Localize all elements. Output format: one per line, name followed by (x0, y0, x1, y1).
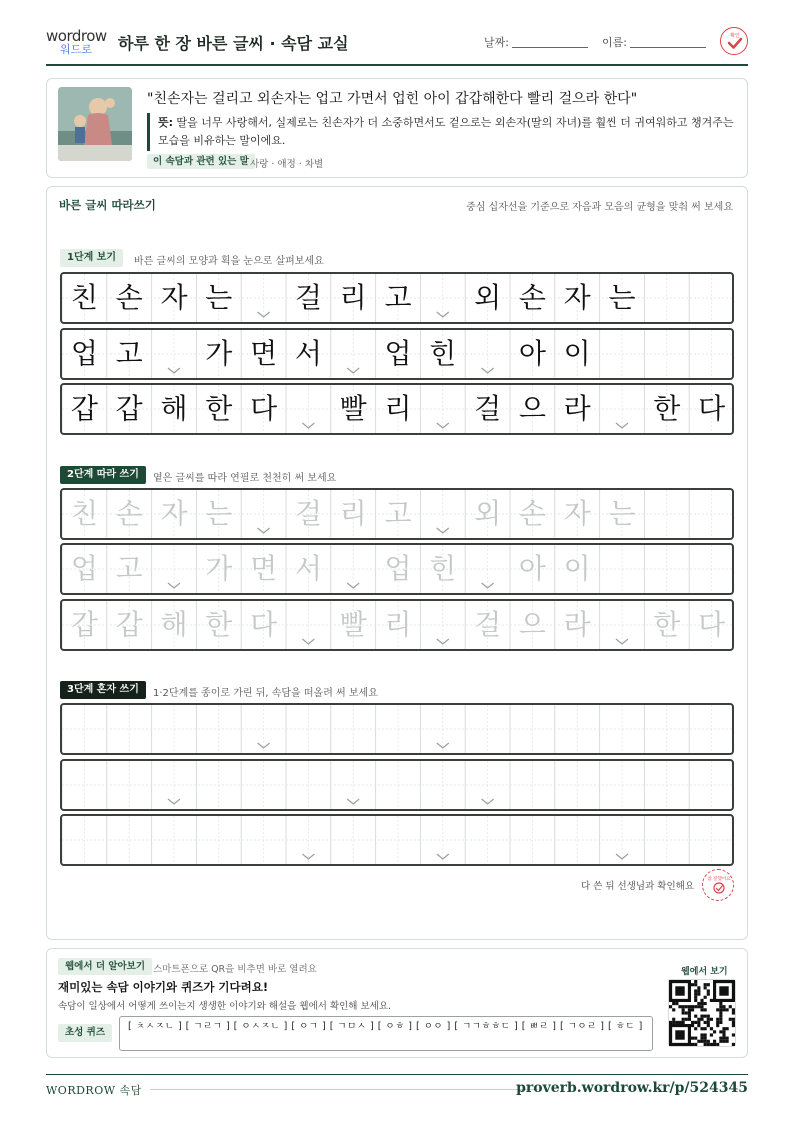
writing-grid (62, 705, 732, 753)
header-rule (46, 64, 748, 66)
stage2-row-2[interactable] (60, 543, 734, 595)
practice-char: 리 (339, 497, 367, 530)
page-title: 하루 한 장 바른 글씨 · 속담 교실 (118, 34, 349, 53)
web-badge: 웹에서 더 알아보기 (58, 958, 152, 975)
qr-code[interactable] (668, 979, 736, 1047)
practice-char: 서 (294, 337, 322, 370)
qr-code-icon (669, 980, 735, 1046)
practice-char: 으 (518, 392, 546, 425)
practice-char: 라 (563, 608, 591, 641)
practice-char: 갑 (115, 608, 143, 641)
practice-char: 으 (518, 608, 546, 641)
practice-char: 이 (563, 337, 591, 370)
practice-char: 걸 (294, 497, 322, 530)
stage3-row-1[interactable] (60, 703, 734, 755)
practice-char: 서 (294, 552, 322, 585)
proverb-quote: "친손자는 걸리고 외손자는 업고 가면서 업힌 아이 갑갑해한다 빨리 걸으라 한다" (147, 91, 638, 107)
practice-char: 다 (250, 608, 278, 641)
stage1-badge: 1단계 보기 (60, 249, 123, 267)
stage3-row-3[interactable] (60, 814, 734, 866)
practice-char: 다 (698, 392, 726, 425)
name-field[interactable] (630, 34, 706, 48)
practice-char: 고 (115, 552, 143, 585)
practice-char: 갑 (70, 392, 98, 425)
stage1-row-1 (60, 272, 734, 324)
stage3-note: 1·2단계를 종이로 가린 뒤, 속담을 떠올려 써 보세요 (153, 688, 378, 699)
practice-char: 손 (518, 281, 546, 314)
practice-char: 면 (250, 337, 278, 370)
practice-char: 손 (518, 497, 546, 530)
wordrow-logo (46, 28, 110, 56)
quiz-label: 초성 퀴즈 (58, 1024, 112, 1042)
qr-label: 웹에서 보기 (681, 967, 728, 977)
date-field[interactable] (512, 34, 588, 48)
practice-char: 힌 (429, 552, 457, 585)
proverb-illustration (58, 87, 132, 161)
writing-grid (62, 385, 732, 433)
practice-char: 고 (115, 337, 143, 370)
date-label: 날짜: (484, 36, 509, 49)
writing-grid (62, 490, 732, 538)
writing-grid (62, 601, 732, 649)
practice-char: 한 (653, 608, 681, 641)
practice-char: 한 (205, 608, 233, 641)
practice-note: 중심 십자선을 기준으로 자음과 모음의 균형을 맞춰 써 보세요 (466, 202, 733, 213)
practice-char: 자 (160, 281, 188, 314)
web-sub: 스마트폰으로 QR을 비추면 바로 열려요 (153, 964, 317, 975)
practice-char: 한 (653, 392, 681, 425)
practice-char: 외 (474, 281, 502, 314)
stage2-row-3[interactable] (60, 599, 734, 651)
stage1-row-3 (60, 383, 734, 435)
practice-char: 면 (250, 552, 278, 585)
check-seal-text: 확인 (730, 33, 740, 39)
practice-char: 손 (115, 497, 143, 530)
practice-char: 는 (205, 281, 233, 314)
practice-char: 빨 (339, 608, 367, 641)
footer-url[interactable]: proverb.wordrow.kr/p/524345 (516, 1080, 748, 1096)
practice-char: 한 (205, 392, 233, 425)
practice-char: 아 (518, 552, 546, 585)
stage3-row-2[interactable] (60, 759, 734, 811)
stage3-badge: 3단계 혼자 쓰기 (60, 681, 146, 699)
check-seal (720, 27, 748, 55)
practice-char: 는 (205, 497, 233, 530)
practice-char: 리 (384, 392, 412, 425)
practice-char: 걸 (294, 281, 322, 314)
practice-char: 는 (608, 497, 636, 530)
practice-char: 리 (384, 608, 412, 641)
practice-char: 고 (384, 497, 412, 530)
practice-char: 이 (563, 552, 591, 585)
practice-char: 힌 (429, 337, 457, 370)
footer-brand: WORDROW 속담 (46, 1084, 142, 1097)
stage2-badge: 2단계 따라 쓰기 (60, 466, 146, 484)
writing-grid (62, 274, 732, 322)
writing-grid (62, 761, 732, 809)
teacher-seal-text: 참 잘했어요 (707, 877, 731, 882)
logo-text-bottom: 워드로 (60, 43, 92, 56)
meaning-text: 딸을 너무 사랑해서, 실제로는 친손자가 더 소중하면서도 겉으로는 외손자(딸의 자녀)를 훨씬 더 귀여워하고 챙겨주는 모습을 비유하는 말이에요. (158, 116, 734, 147)
practice-char: 는 (608, 281, 636, 314)
practice-char: 손 (115, 281, 143, 314)
practice-char: 다 (250, 392, 278, 425)
chosung-quiz: [ ㅊㅅㅈㄴ ] [ ㄱㄹㄱ ] [ ㅇㅅㅈㄴ ] [ ㅇㄱ ] [ ㄱㅁㅅ ] [ ㅇㅎ ] [ ㅇㅇ ] [ ㄱㄱㅎㅎㄷ ] [ ㅃㄹ ] [ ㄱㅇㄹ ] [ ㅎㄷ ] (119, 1016, 653, 1051)
footer-divider (150, 1089, 538, 1090)
family-illustration-icon (58, 87, 132, 161)
practice-char: 다 (698, 608, 726, 641)
proverb-meaning (158, 114, 738, 150)
writing-grid (62, 545, 732, 593)
writing-grid (62, 330, 732, 378)
practice-char: 아 (518, 337, 546, 370)
practice-char: 친 (70, 497, 98, 530)
practice-char: 걸 (474, 392, 502, 425)
practice-char: 자 (160, 497, 188, 530)
practice-char: 빨 (339, 392, 367, 425)
practice-char: 자 (563, 497, 591, 530)
practice-char: 가 (205, 552, 233, 585)
writing-grid (62, 816, 732, 864)
practice-char: 걸 (474, 608, 502, 641)
stage1-row-2 (60, 328, 734, 380)
practice-char: 업 (70, 552, 98, 585)
practice-char: 업 (384, 552, 412, 585)
done-note: 다 쓴 뒤 선생님과 확인해요 (580, 881, 694, 892)
practice-char: 외 (474, 497, 502, 530)
related-words: 사랑 · 애정 · 차별 (250, 159, 324, 170)
stage2-row-1[interactable] (60, 488, 734, 540)
practice-char: 고 (384, 281, 412, 314)
related-tag: 이 속담과 관련 있는 말 (147, 154, 255, 169)
practice-char: 라 (563, 392, 591, 425)
web-headline: 재미있는 속담 이야기와 퀴즈가 기다려요! (58, 980, 269, 994)
practice-char: 업 (70, 337, 98, 370)
web-desc: 속담이 일상에서 어떻게 쓰이는지 생생한 이야기와 해설을 웹에서 확인해 보세요. (58, 1001, 392, 1012)
logo-text-top: wordrow (46, 27, 107, 45)
practice-char: 친 (70, 281, 98, 314)
practice-char: 업 (384, 337, 412, 370)
practice-char: 가 (205, 337, 233, 370)
check-icon (721, 28, 749, 56)
practice-char: 해 (160, 392, 188, 425)
teacher-seal (702, 869, 734, 901)
practice-char: 리 (339, 281, 367, 314)
name-label: 이름: (602, 36, 627, 49)
meaning-accent-bar (147, 113, 150, 151)
practice-char: 갑 (115, 392, 143, 425)
teacher-stamp-icon (703, 870, 735, 902)
practice-char: 해 (160, 608, 188, 641)
footer-rule (46, 1074, 748, 1075)
stage2-note: 옅은 글씨를 따라 연필로 천천히 써 보세요 (153, 473, 337, 484)
practice-title: 바른 글씨 따라쓰기 (59, 198, 156, 212)
practice-char: 갑 (70, 608, 98, 641)
stage1-note: 바른 글씨의 모양과 획을 눈으로 살펴보세요 (134, 256, 324, 267)
meaning-label: 뜻: (158, 116, 174, 129)
practice-char: 자 (563, 281, 591, 314)
